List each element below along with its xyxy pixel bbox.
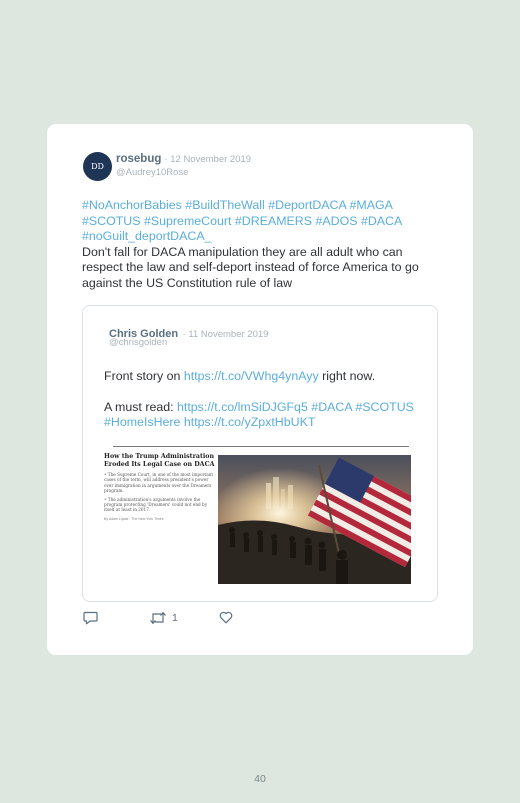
hashtag[interactable]: #ADOS xyxy=(315,213,358,228)
quoted-text-suffix: right now. xyxy=(318,369,376,383)
hashtag[interactable]: #SCOTUS xyxy=(355,399,414,414)
retweet-count: 1 xyxy=(172,612,178,624)
link[interactable]: https://t.co/yZpxtHbUKT xyxy=(183,415,316,429)
author-line xyxy=(116,153,251,165)
hashtag[interactable]: #SCOTUS xyxy=(82,213,141,228)
quoted-text-prefix: A must read: xyxy=(104,399,178,414)
hashtag[interactable]: #HomeIsHere xyxy=(104,415,181,429)
article-headline: How the Trump Administration Eroded Its Legal Case on DACA xyxy=(104,453,215,468)
hashtag[interactable]: #NoAnchorBabies xyxy=(82,198,182,212)
divider xyxy=(113,446,409,447)
hashtag[interactable]: #BuildTheWall xyxy=(185,198,265,212)
heart-icon xyxy=(219,611,233,624)
retweet-button[interactable] xyxy=(149,611,178,625)
author-name[interactable]: rosebug xyxy=(116,153,162,165)
author-handle[interactable]: @Audrey10Rose xyxy=(116,167,189,178)
quoted-tweet-date: · 11 November 2019 xyxy=(182,329,269,340)
hashtag[interactable]: #noGuilt_deportDACA_ xyxy=(82,229,212,243)
hashtag[interactable]: #DACA xyxy=(360,213,402,228)
tweet-card xyxy=(47,124,473,655)
tweet-text xyxy=(82,198,434,291)
article-credit: By Adam Liptak · The New York Times xyxy=(104,516,164,521)
flag-photo[interactable] xyxy=(218,455,411,584)
hashtag[interactable]: #DACA xyxy=(311,399,352,414)
article-bullet: • The Supreme Court, in one of the most important cases of the term, will address president's power over immigration in arguments over the Dreamers program. xyxy=(104,472,214,494)
quoted-tweet-text xyxy=(104,369,414,446)
reply-button[interactable] xyxy=(83,611,98,625)
hashtag[interactable]: #DREAMERS xyxy=(234,213,313,228)
tweet-actions xyxy=(83,611,283,631)
quoted-text-prefix: Front story on xyxy=(104,369,184,383)
hashtag[interactable]: #SupremeCourt xyxy=(143,213,232,228)
like-button[interactable] xyxy=(219,611,233,624)
hashtag[interactable]: #MAGA xyxy=(349,198,393,212)
page-number: 40 xyxy=(254,773,266,785)
reply-icon xyxy=(83,611,98,625)
quoted-author-handle[interactable]: @chrisgolden xyxy=(109,337,168,348)
tweet-body: Don't fall for DACA manipulation they are all adult who can respect the law and self-deport instead of force America to go against the US Constitution rule of law xyxy=(82,244,419,290)
article-bullet: • The administration's arguments involve the program protecting 'Dreamers' could not end by itself at least in 2017. xyxy=(104,496,208,513)
article-preview[interactable] xyxy=(104,453,216,593)
tweet-date: · 12 November 2019 xyxy=(164,154,252,165)
retweet-icon xyxy=(149,611,167,625)
hashtag[interactable]: #DeportDACA xyxy=(268,198,347,212)
link[interactable]: https://t.co/lmSiDJGFq5 xyxy=(177,399,308,414)
link[interactable]: https://t.co/VWhg4ynAyy xyxy=(183,369,319,383)
avatar[interactable]: DD xyxy=(83,152,112,181)
quoted-tweet[interactable] xyxy=(82,305,438,602)
quoted-author-name[interactable]: Chris Golden xyxy=(109,328,179,340)
